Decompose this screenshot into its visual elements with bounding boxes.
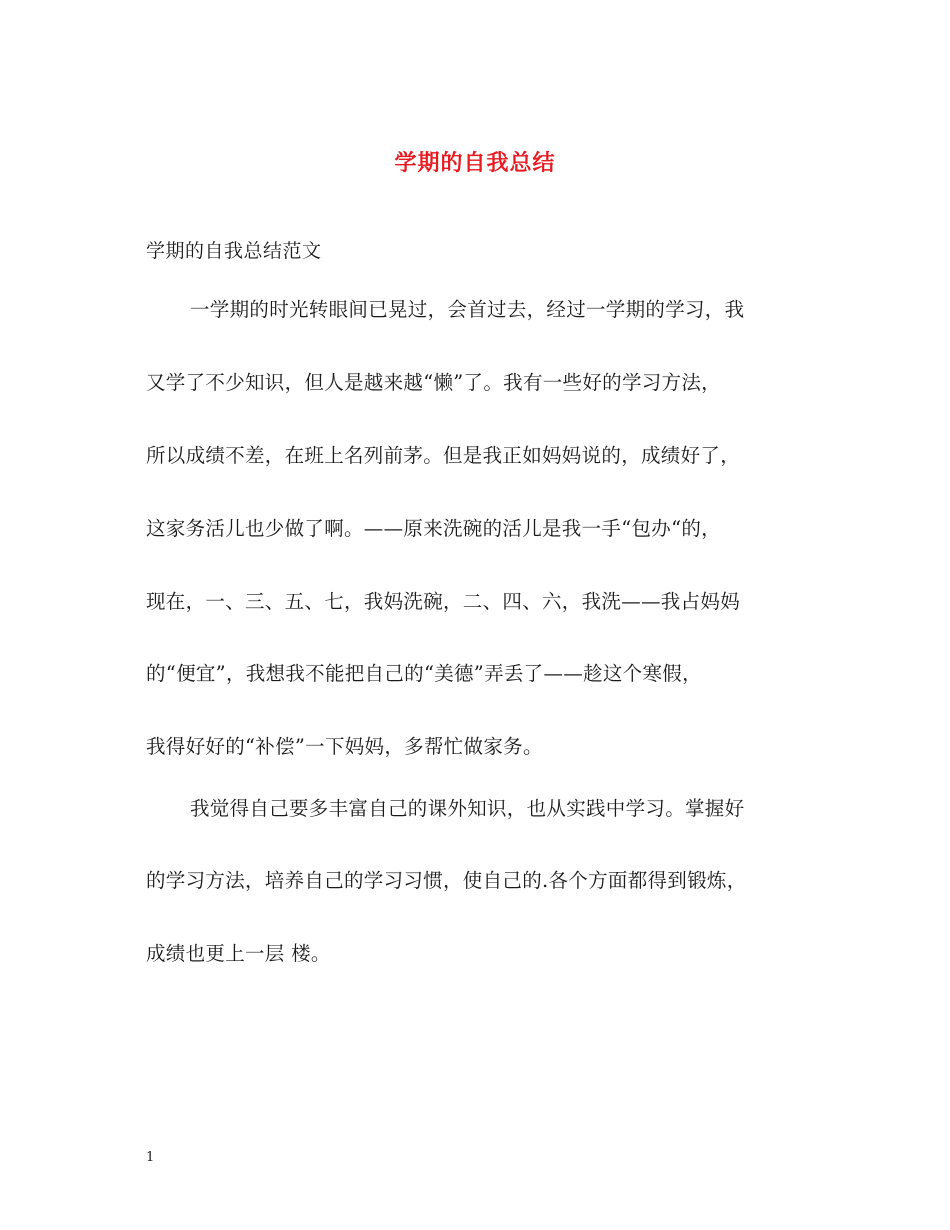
paragraph-line: 这家务活儿也少做了啊。——原来洗碗的活儿是我一手“包办“的， bbox=[146, 517, 721, 540]
paragraph-line: 我觉得自己要多丰富自己的课外知识，也从实践中学习。掌握好 bbox=[190, 797, 745, 820]
paragraph-line: 我得好好的“补偿”一下妈妈，多帮忙做家务。 bbox=[146, 735, 543, 758]
paragraph-line: 所以成绩不差，在班上名列前茅。但是我正如妈妈说的，成绩好了， bbox=[146, 444, 741, 467]
page-number: 1 bbox=[146, 1150, 155, 1165]
paragraph-line: 的“便宜”，我想我不能把自己的“美德”弄丢了——趁这个寒假， bbox=[146, 662, 702, 685]
paragraph-line: 的学习方法，培养自己的学习习惯，使自己的.各个方面都得到锻炼， bbox=[146, 869, 747, 892]
paragraph-line: 一学期的时光转眼间已晃过，会首过去，经过一学期的学习，我 bbox=[190, 298, 745, 321]
paragraph-line: 现在，一、三、五、七，我妈洗碗，二、四、六，我洗——我占妈妈 bbox=[146, 590, 741, 613]
document-subtitle: 学期的自我总结范文 bbox=[146, 240, 322, 262]
paragraph-line: 成绩也更上一层 楼。 bbox=[146, 942, 331, 965]
document-title: 学期的自我总结 bbox=[394, 150, 556, 176]
paragraph-line: 又学了不少知识，但人是越来越“懒”了。我有一些好的学习方法， bbox=[146, 371, 721, 394]
